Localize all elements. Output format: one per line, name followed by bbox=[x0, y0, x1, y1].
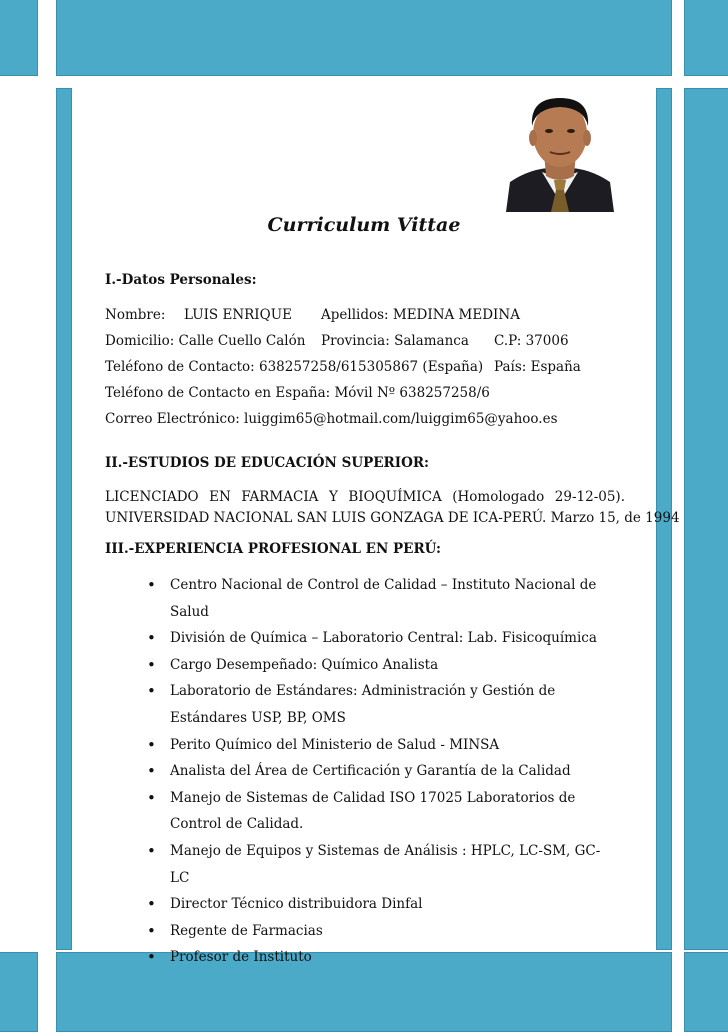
list-item: • Centro Nacional de Control de Calidad – Instituto Nacional de Salud bbox=[147, 572, 617, 625]
personal-data-heading: I.-Datos Personales: bbox=[105, 272, 257, 288]
education-degree: LICENCIADO EN FARMACIA Y BIOQUÍMICA (Homologado 29-12-05). bbox=[105, 489, 625, 505]
telefono-contacto: Teléfono de Contacto: 638257258/615305867 (España) bbox=[105, 359, 484, 375]
list-item: • Regente de Farmacias bbox=[147, 918, 617, 945]
provincia: Provincia: Salamanca bbox=[321, 333, 469, 349]
list-item: • Analista del Área de Certificación y Garantía de la Calidad bbox=[147, 758, 617, 785]
list-item: • Director Técnico distribuidora Dinfal bbox=[147, 891, 617, 918]
nombre-value: LUIS ENRIQUE bbox=[184, 307, 292, 323]
pais: País: España bbox=[494, 359, 581, 375]
list-item: • Manejo de Sistemas de Calidad ISO 17025 Laboratorios de Control de Calidad. bbox=[147, 785, 617, 838]
list-item: • Cargo Desempeñado: Químico Analista bbox=[147, 652, 617, 679]
list-item: • Profesor de Instituto bbox=[147, 944, 617, 971]
codigo-postal: C.P: 37006 bbox=[494, 333, 569, 349]
education-heading: II.-ESTUDIOS DE EDUCACIÓN SUPERIOR: bbox=[105, 455, 430, 471]
experience-heading: III.-EXPERIENCIA PROFESIONAL EN PERÚ: bbox=[105, 541, 441, 557]
portrait-image bbox=[504, 90, 616, 212]
list-item: • División de Química – Laboratorio Central: Lab. Fisicoquímica bbox=[147, 625, 617, 652]
list-item: • Manejo de Equipos y Sistemas de Análisis : HPLC, LC-SM, GC-LC bbox=[147, 838, 617, 891]
document-title: Curriculum Vittae bbox=[267, 214, 461, 236]
list-item: • Laboratorio de Estándares: Administración y Gestión de Estándares USP, BP, OMS bbox=[147, 678, 617, 731]
education-block bbox=[105, 487, 680, 529]
education-university: UNIVERSIDAD NACIONAL SAN LUIS GONZAGA DE ICA-PERÚ. Marzo 15, de 1994 bbox=[105, 510, 680, 526]
apellidos: Apellidos: MEDINA MEDINA bbox=[321, 307, 520, 323]
profile-photo bbox=[504, 90, 616, 212]
list-item: • Perito Químico del Ministerio de Salud - MINSA bbox=[147, 732, 617, 759]
nombre-label: Nombre: bbox=[105, 307, 166, 323]
experience-list bbox=[147, 572, 617, 971]
telefono-espana: Teléfono de Contacto en España: Móvil Nº 638257258/6 bbox=[105, 385, 490, 401]
domicilio: Domicilio: Calle Cuello Calón bbox=[105, 333, 306, 349]
correo-electronico: Correo Electrónico: luiggim65@hotmail.com/luiggim65@yahoo.es bbox=[105, 411, 558, 427]
